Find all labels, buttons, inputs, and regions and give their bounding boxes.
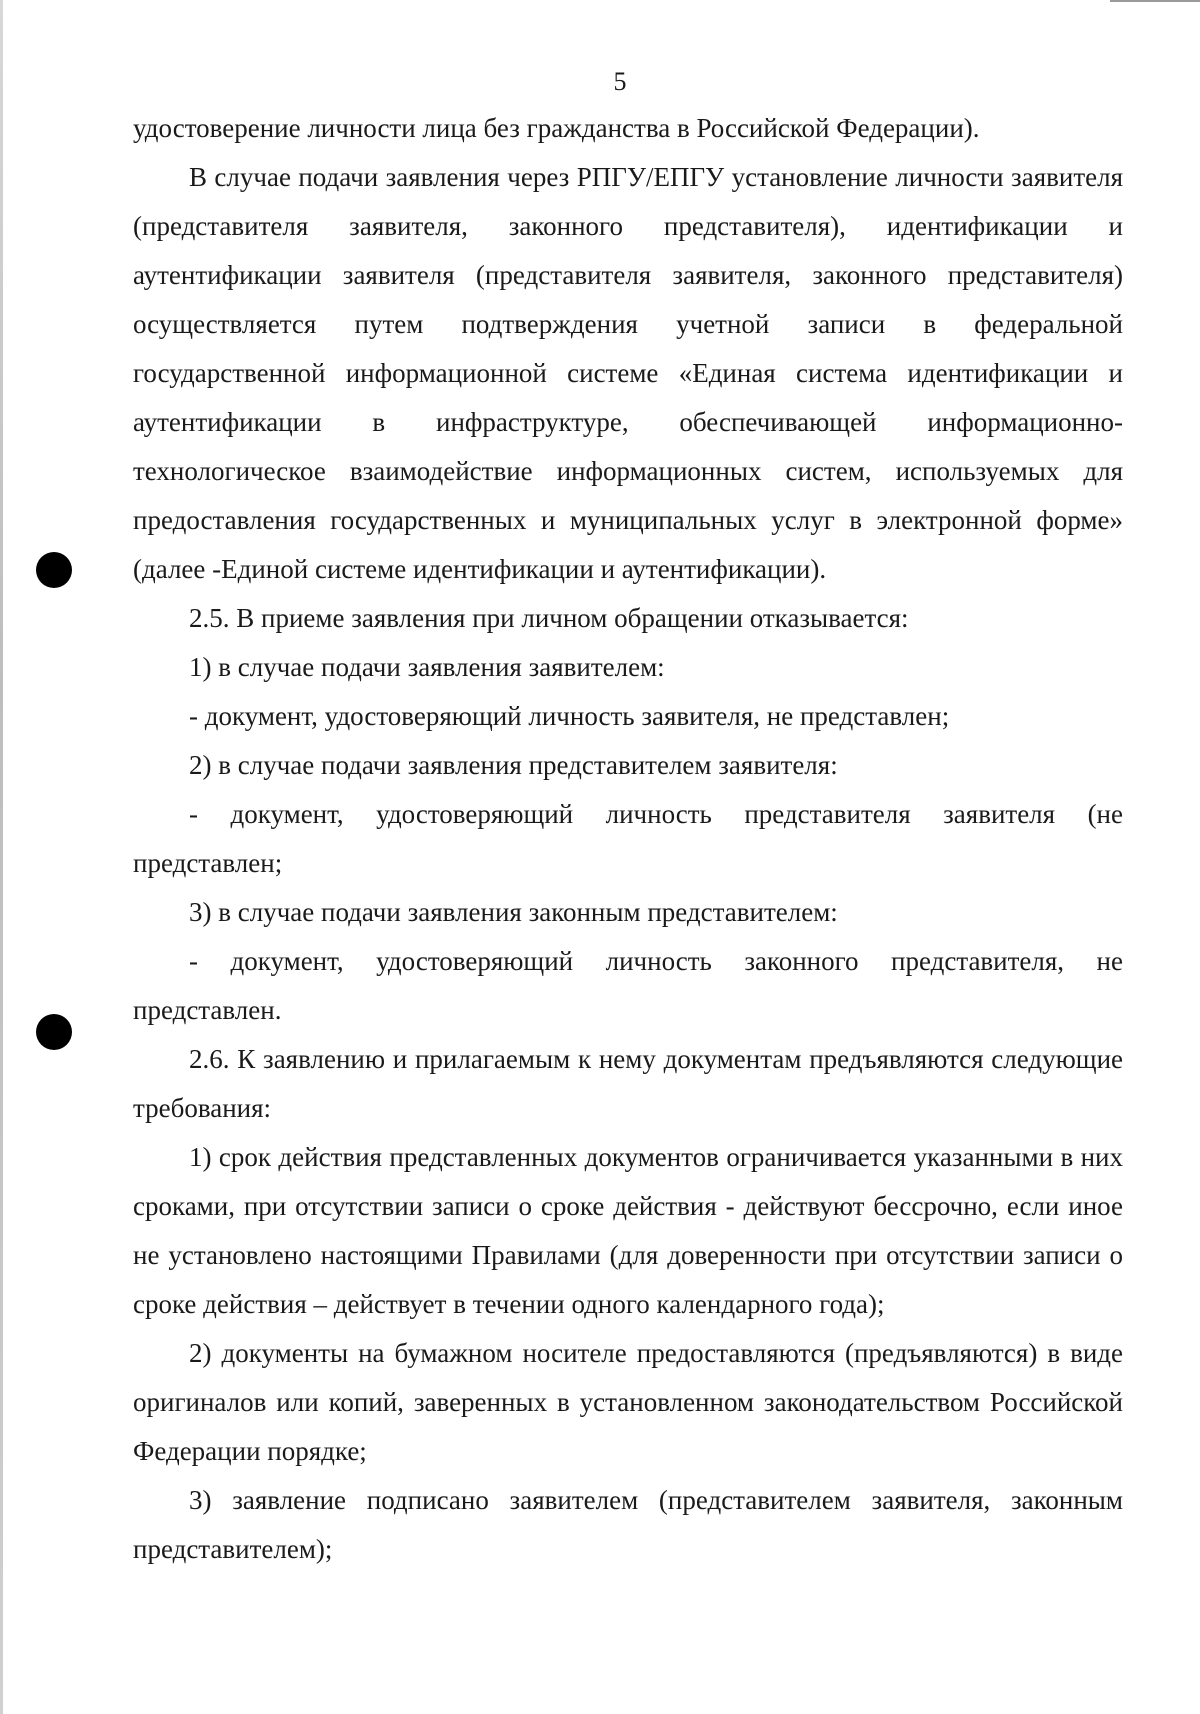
paragraph-2-5-item-3-detail: - документ, удостоверяющий личность законного представителя, не представлен. xyxy=(133,946,1123,1025)
paragraph-2-5-item-1: 1) в случае подачи заявления заявителем: xyxy=(189,652,665,682)
paragraph-2-6-item-2: 2) документы на бумажном носителе предоставляются (предъявляются) в виде оригиналов или копий, заверенных в установленном законодательством Российской Федерации порядке; xyxy=(133,1338,1123,1466)
paragraph-2-5-item-2: 2) в случае подачи заявления представителем заявителя: xyxy=(189,750,838,780)
paragraph-2-5-item-3: 3) в случае подачи заявления законным представителем: xyxy=(189,897,838,927)
punch-hole-top xyxy=(36,552,72,588)
scan-left-edge xyxy=(0,0,3,1714)
paragraph-2-5: 2.5. В приеме заявления при личном обращении отказывается: xyxy=(189,603,909,633)
document-text xyxy=(133,104,1123,1574)
paragraph-2-6: 2.6. К заявлению и прилагаемым к нему документам предъявляются следующие требования: xyxy=(133,1044,1123,1123)
paragraph-2-6-item-1: 1) срок действия представленных документов ограничивается указанными в них сроками, при отсутствии записи о сроке действия - действуют бессрочно, если иное не установлено настоящими Правилами (для доверенности при отсутствии записи о сроке действия – действует в течении одного календарного года); xyxy=(133,1142,1123,1319)
paragraph-2-5-item-1-detail: - документ, удостоверяющий личность заявителя, не представлен; xyxy=(189,701,950,731)
paragraph-continuation: удостоверение личности лица без гражданства в Российской Федерации). xyxy=(133,113,980,143)
paragraph-identification: В случае подачи заявления через РПГУ/ЕПГУ установление личности заявителя (представителя заявителя, законного представителя), идентификации и аутентификации заявителя (представителя заявителя, законного представителя) осуществляется путем подтверждения учетной записи в федеральной государственной информационной системе «Единая система идентификации и аутентификации в инфраструктуре, обеспечивающей информационно-технологическое взаимодействие информационных систем, используемых для предоставления государственных и муниципальных услуг в электронной форме» (далее -Единой системе идентификации и аутентификации). xyxy=(133,162,1123,584)
scan-top-line xyxy=(1110,0,1200,2)
punch-hole-bottom xyxy=(36,1014,72,1050)
page-number: 5 xyxy=(613,67,627,96)
paragraph-2-5-item-2-detail: - документ, удостоверяющий личность представителя заявителя (не представлен; xyxy=(133,799,1123,878)
paragraph-2-6-item-3: 3) заявление подписано заявителем (представителем заявителя, законным представителем); xyxy=(133,1485,1123,1564)
